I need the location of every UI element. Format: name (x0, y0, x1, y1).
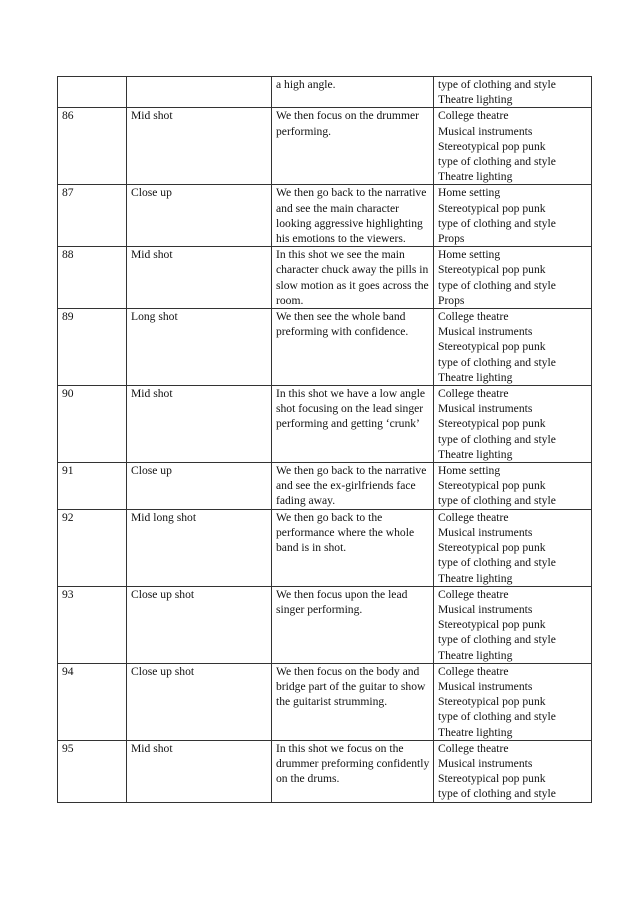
shot-description-cell: In this shot we see the main character chuck away the pills in slow motion as it goes across the room. (272, 247, 434, 309)
setting-cell (434, 386, 592, 463)
shot-type-cell: Close up (127, 463, 272, 510)
shot-type-cell: Long shot (127, 309, 272, 386)
setting-item: type of clothing and style (438, 633, 556, 647)
setting-item: type of clothing and style (438, 710, 556, 724)
setting-item: Musical instruments (438, 602, 533, 616)
table-row (58, 108, 592, 185)
setting-item: type of clothing and style (438, 787, 556, 801)
setting-item: College theatre (438, 109, 509, 123)
shot-type-cell: Mid shot (127, 108, 272, 185)
shot-type-cell: Mid shot (127, 247, 272, 309)
shot-description-cell: We then go back to the performance where the whole band is in shot. (272, 509, 434, 586)
setting-item: Musical instruments (438, 124, 533, 138)
setting-item: Theatre lighting (438, 447, 513, 461)
setting-item: Stereotypical pop punk (438, 479, 546, 493)
setting-item: College theatre (438, 310, 509, 324)
shot-description-cell: We then focus on the body and bridge part of the guitar to show the guitarist strumming. (272, 663, 434, 740)
shot-list-body (58, 77, 592, 803)
shot-description-cell: We then see the whole band preforming with confidence. (272, 309, 434, 386)
setting-item: Musical instruments (438, 756, 533, 770)
setting-item: Theatre lighting (438, 725, 513, 739)
setting-item: College theatre (438, 387, 509, 401)
setting-item: Props (438, 293, 465, 307)
setting-cell (434, 309, 592, 386)
setting-item: College theatre (438, 587, 509, 601)
shot-description-cell: In this shot we have a low angle shot focusing on the lead singer performing and getting ‘crunk’ (272, 386, 434, 463)
table-row (58, 740, 592, 802)
setting-item: Home setting (438, 464, 501, 478)
setting-item: Musical instruments (438, 325, 533, 339)
shot-number-cell: 86 (58, 108, 127, 185)
setting-item: type of clothing and style (438, 556, 556, 570)
setting-item: Stereotypical pop punk (438, 263, 546, 277)
setting-cell (434, 463, 592, 510)
shot-number-cell: 90 (58, 386, 127, 463)
shot-number-cell: 91 (58, 463, 127, 510)
shot-type-cell: Close up (127, 185, 272, 247)
setting-item: type of clothing and style (438, 216, 556, 230)
shot-type-cell: Close up shot (127, 586, 272, 663)
shot-number-cell: 89 (58, 309, 127, 386)
table-row (58, 185, 592, 247)
setting-item: Stereotypical pop punk (438, 695, 546, 709)
setting-cell (434, 586, 592, 663)
shot-type-cell: Mid shot (127, 740, 272, 802)
setting-item: type of clothing and style (438, 155, 556, 169)
setting-item: Home setting (438, 186, 501, 200)
setting-item: Theatre lighting (438, 370, 513, 384)
setting-item: type of clothing and style (438, 432, 556, 446)
setting-cell (434, 77, 592, 108)
setting-item: Musical instruments (438, 679, 533, 693)
table-row (58, 309, 592, 386)
setting-item: type of clothing and style (438, 494, 556, 508)
setting-cell (434, 740, 592, 802)
shot-number-cell: 87 (58, 185, 127, 247)
setting-item: Stereotypical pop punk (438, 340, 546, 354)
shot-number-cell: 88 (58, 247, 127, 309)
setting-cell (434, 108, 592, 185)
table-row (58, 463, 592, 510)
setting-item: Theatre lighting (438, 93, 513, 107)
setting-item: Stereotypical pop punk (438, 618, 546, 632)
table-row (58, 586, 592, 663)
setting-cell (434, 247, 592, 309)
shot-number-cell: 94 (58, 663, 127, 740)
setting-item: College theatre (438, 741, 509, 755)
table-row (58, 509, 592, 586)
setting-item: Theatre lighting (438, 648, 513, 662)
setting-cell (434, 663, 592, 740)
setting-item: type of clothing and style (438, 355, 556, 369)
setting-item: Stereotypical pop punk (438, 139, 546, 153)
setting-item: Stereotypical pop punk (438, 417, 546, 431)
shot-description-cell: We then go back to the narrative and see the ex-girlfriends face fading away. (272, 463, 434, 510)
setting-cell (434, 185, 592, 247)
table-row (58, 247, 592, 309)
shot-description-cell: We then go back to the narrative and see the main character looking aggressive highlighting his emotions to the viewers. (272, 185, 434, 247)
table-row (58, 386, 592, 463)
table-row (58, 663, 592, 740)
shot-type-cell: Mid long shot (127, 509, 272, 586)
shot-list-table (57, 76, 592, 803)
setting-item: Props (438, 232, 465, 246)
setting-cell (434, 509, 592, 586)
shot-number-cell: 95 (58, 740, 127, 802)
shot-type-cell: Mid shot (127, 386, 272, 463)
setting-item: Stereotypical pop punk (438, 201, 546, 215)
shot-number-cell: 93 (58, 586, 127, 663)
table-row (58, 77, 592, 108)
setting-item: Theatre lighting (438, 571, 513, 585)
setting-item: College theatre (438, 510, 509, 524)
shot-description-cell: We then focus upon the lead singer performing. (272, 586, 434, 663)
setting-item: Stereotypical pop punk (438, 772, 546, 786)
shot-type-cell: Close up shot (127, 663, 272, 740)
setting-item: Home setting (438, 248, 501, 262)
shot-description-cell: We then focus on the drummer performing. (272, 108, 434, 185)
shot-description-cell: In this shot we focus on the drummer preforming confidently on the drums. (272, 740, 434, 802)
setting-item: Musical instruments (438, 402, 533, 416)
setting-item: type of clothing and style (438, 78, 556, 91)
shot-description-cell: a high angle. (272, 77, 434, 108)
shot-type-cell (127, 77, 272, 108)
shot-number-cell (58, 77, 127, 108)
setting-item: type of clothing and style (438, 278, 556, 292)
setting-item: College theatre (438, 664, 509, 678)
setting-item: Musical instruments (438, 525, 533, 539)
shot-number-cell: 92 (58, 509, 127, 586)
setting-item: Theatre lighting (438, 170, 513, 184)
setting-item: Stereotypical pop punk (438, 541, 546, 555)
